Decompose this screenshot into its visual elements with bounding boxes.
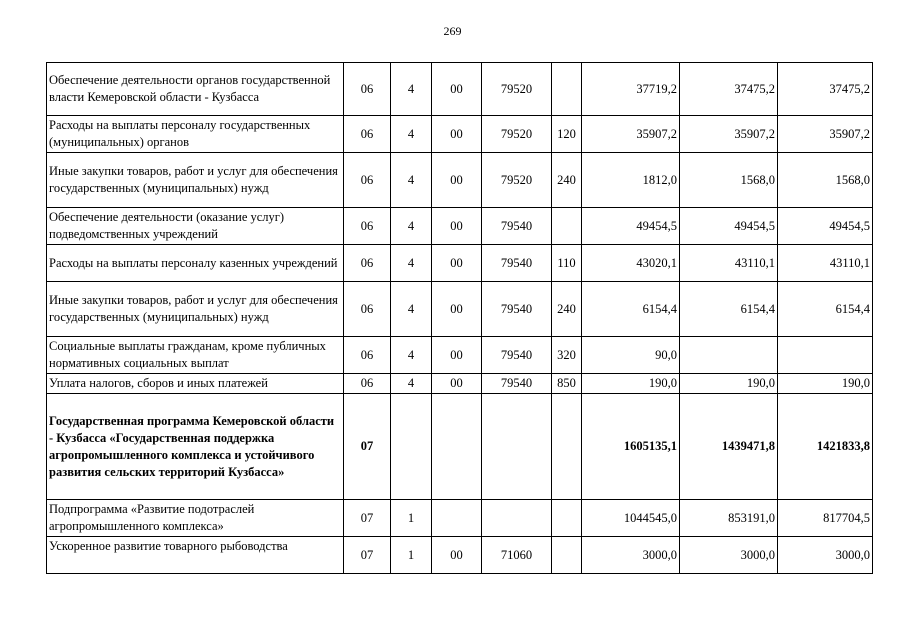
value-year-2: 190,0 bbox=[680, 374, 778, 394]
value-year-1: 1605135,1 bbox=[582, 394, 680, 500]
section-code: 07 bbox=[344, 394, 391, 500]
direction-code: 79540 bbox=[482, 282, 552, 337]
subsection-code: 4 bbox=[391, 153, 432, 208]
row-name: Иные закупки товаров, работ и услуг для обеспечения государственных (муниципальных) нужд bbox=[47, 282, 344, 337]
value-year-1: 6154,4 bbox=[582, 282, 680, 337]
value-year-2: 37475,2 bbox=[680, 63, 778, 116]
value-year-3: 3000,0 bbox=[778, 537, 873, 574]
expense-type-code bbox=[552, 500, 582, 537]
value-year-1: 43020,1 bbox=[582, 245, 680, 282]
subsection-code bbox=[391, 394, 432, 500]
row-name: Расходы на выплаты персоналу государственных (муниципальных) органов bbox=[47, 116, 344, 153]
program-code: 00 bbox=[432, 374, 482, 394]
value-year-3: 1421833,8 bbox=[778, 394, 873, 500]
value-year-3: 35907,2 bbox=[778, 116, 873, 153]
table-row bbox=[47, 116, 873, 153]
section-code: 07 bbox=[344, 500, 391, 537]
value-year-1: 190,0 bbox=[582, 374, 680, 394]
direction-code: 79540 bbox=[482, 337, 552, 374]
section-code: 06 bbox=[344, 282, 391, 337]
value-year-3: 37475,2 bbox=[778, 63, 873, 116]
value-year-2: 35907,2 bbox=[680, 116, 778, 153]
value-year-1: 1812,0 bbox=[582, 153, 680, 208]
expense-type-code bbox=[552, 537, 582, 574]
expense-type-code bbox=[552, 394, 582, 500]
value-year-2: 6154,4 bbox=[680, 282, 778, 337]
row-name: Уплата налогов, сборов и иных платежей bbox=[47, 374, 344, 394]
subsection-code: 1 bbox=[391, 537, 432, 574]
expense-type-code: 240 bbox=[552, 282, 582, 337]
program-code: 00 bbox=[432, 153, 482, 208]
table-row bbox=[47, 537, 873, 574]
section-code: 06 bbox=[344, 63, 391, 116]
section-code: 06 bbox=[344, 116, 391, 153]
table-row bbox=[47, 282, 873, 337]
table-row bbox=[47, 153, 873, 208]
section-code: 06 bbox=[344, 337, 391, 374]
value-year-1: 3000,0 bbox=[582, 537, 680, 574]
value-year-2: 1439471,8 bbox=[680, 394, 778, 500]
table-row bbox=[47, 208, 873, 245]
table-row bbox=[47, 394, 873, 500]
program-code: 00 bbox=[432, 282, 482, 337]
subsection-code: 4 bbox=[391, 282, 432, 337]
value-year-3: 190,0 bbox=[778, 374, 873, 394]
value-year-1: 35907,2 bbox=[582, 116, 680, 153]
page-number: 269 bbox=[443, 24, 462, 38]
subsection-code: 4 bbox=[391, 116, 432, 153]
program-code: 00 bbox=[432, 537, 482, 574]
value-year-2: 853191,0 bbox=[680, 500, 778, 537]
value-year-2: 43110,1 bbox=[680, 245, 778, 282]
program-code bbox=[432, 394, 482, 500]
expense-type-code: 850 bbox=[552, 374, 582, 394]
subsection-code: 4 bbox=[391, 63, 432, 116]
table-row bbox=[47, 374, 873, 394]
direction-code: 79540 bbox=[482, 208, 552, 245]
direction-code: 79540 bbox=[482, 245, 552, 282]
value-year-1: 90,0 bbox=[582, 337, 680, 374]
row-name: Ускоренное развитие товарного рыбоводства bbox=[47, 537, 344, 574]
expense-type-code bbox=[552, 63, 582, 116]
direction-code: 79520 bbox=[482, 153, 552, 208]
expense-type-code bbox=[552, 208, 582, 245]
section-code: 06 bbox=[344, 374, 391, 394]
value-year-1: 49454,5 bbox=[582, 208, 680, 245]
row-name: Иные закупки товаров, работ и услуг для обеспечения государственных (муниципальных) нужд bbox=[47, 153, 344, 208]
row-name: Социальные выплаты гражданам, кроме публичных нормативных социальных выплат bbox=[47, 337, 344, 374]
expense-type-code: 120 bbox=[552, 116, 582, 153]
direction-code bbox=[482, 500, 552, 537]
direction-code: 79520 bbox=[482, 63, 552, 116]
subsection-code: 4 bbox=[391, 208, 432, 245]
expense-type-code: 320 bbox=[552, 337, 582, 374]
program-code: 00 bbox=[432, 208, 482, 245]
value-year-1: 1044545,0 bbox=[582, 500, 680, 537]
subsection-code: 4 bbox=[391, 245, 432, 282]
budget-table bbox=[46, 62, 873, 574]
row-name: Подпрограмма «Развитие подотраслей агропромышленного комплекса» bbox=[47, 500, 344, 537]
table-row bbox=[47, 500, 873, 537]
value-year-3: 49454,5 bbox=[778, 208, 873, 245]
value-year-2 bbox=[680, 337, 778, 374]
value-year-3: 6154,4 bbox=[778, 282, 873, 337]
value-year-3: 1568,0 bbox=[778, 153, 873, 208]
value-year-3: 817704,5 bbox=[778, 500, 873, 537]
program-code: 00 bbox=[432, 245, 482, 282]
direction-code: 71060 bbox=[482, 537, 552, 574]
value-year-2: 3000,0 bbox=[680, 537, 778, 574]
row-name: Обеспечение деятельности (оказание услуг) подведомственных учреждений bbox=[47, 208, 344, 245]
table-row bbox=[47, 337, 873, 374]
table-row bbox=[47, 63, 873, 116]
direction-code: 79520 bbox=[482, 116, 552, 153]
expense-type-code: 110 bbox=[552, 245, 582, 282]
table-row bbox=[47, 245, 873, 282]
subsection-code: 1 bbox=[391, 500, 432, 537]
row-name: Расходы на выплаты персоналу казенных учреждений bbox=[47, 245, 344, 282]
value-year-3: 43110,1 bbox=[778, 245, 873, 282]
program-code: 00 bbox=[432, 337, 482, 374]
value-year-3 bbox=[778, 337, 873, 374]
row-name: Обеспечение деятельности органов государственной власти Кемеровской области - Кузбасса bbox=[47, 63, 344, 116]
section-code: 06 bbox=[344, 245, 391, 282]
row-name: Государственная программа Кемеровской области - Кузбасса «Государственная поддержка агропромышленного комплекса и устойчивого развития сельских территорий Кузбасса» bbox=[47, 394, 344, 500]
subsection-code: 4 bbox=[391, 374, 432, 394]
value-year-1: 37719,2 bbox=[582, 63, 680, 116]
section-code: 06 bbox=[344, 153, 391, 208]
program-code: 00 bbox=[432, 63, 482, 116]
subsection-code: 4 bbox=[391, 337, 432, 374]
program-code: 00 bbox=[432, 116, 482, 153]
value-year-2: 49454,5 bbox=[680, 208, 778, 245]
direction-code bbox=[482, 394, 552, 500]
program-code bbox=[432, 500, 482, 537]
direction-code: 79540 bbox=[482, 374, 552, 394]
section-code: 07 bbox=[344, 537, 391, 574]
expense-type-code: 240 bbox=[552, 153, 582, 208]
section-code: 06 bbox=[344, 208, 391, 245]
value-year-2: 1568,0 bbox=[680, 153, 778, 208]
